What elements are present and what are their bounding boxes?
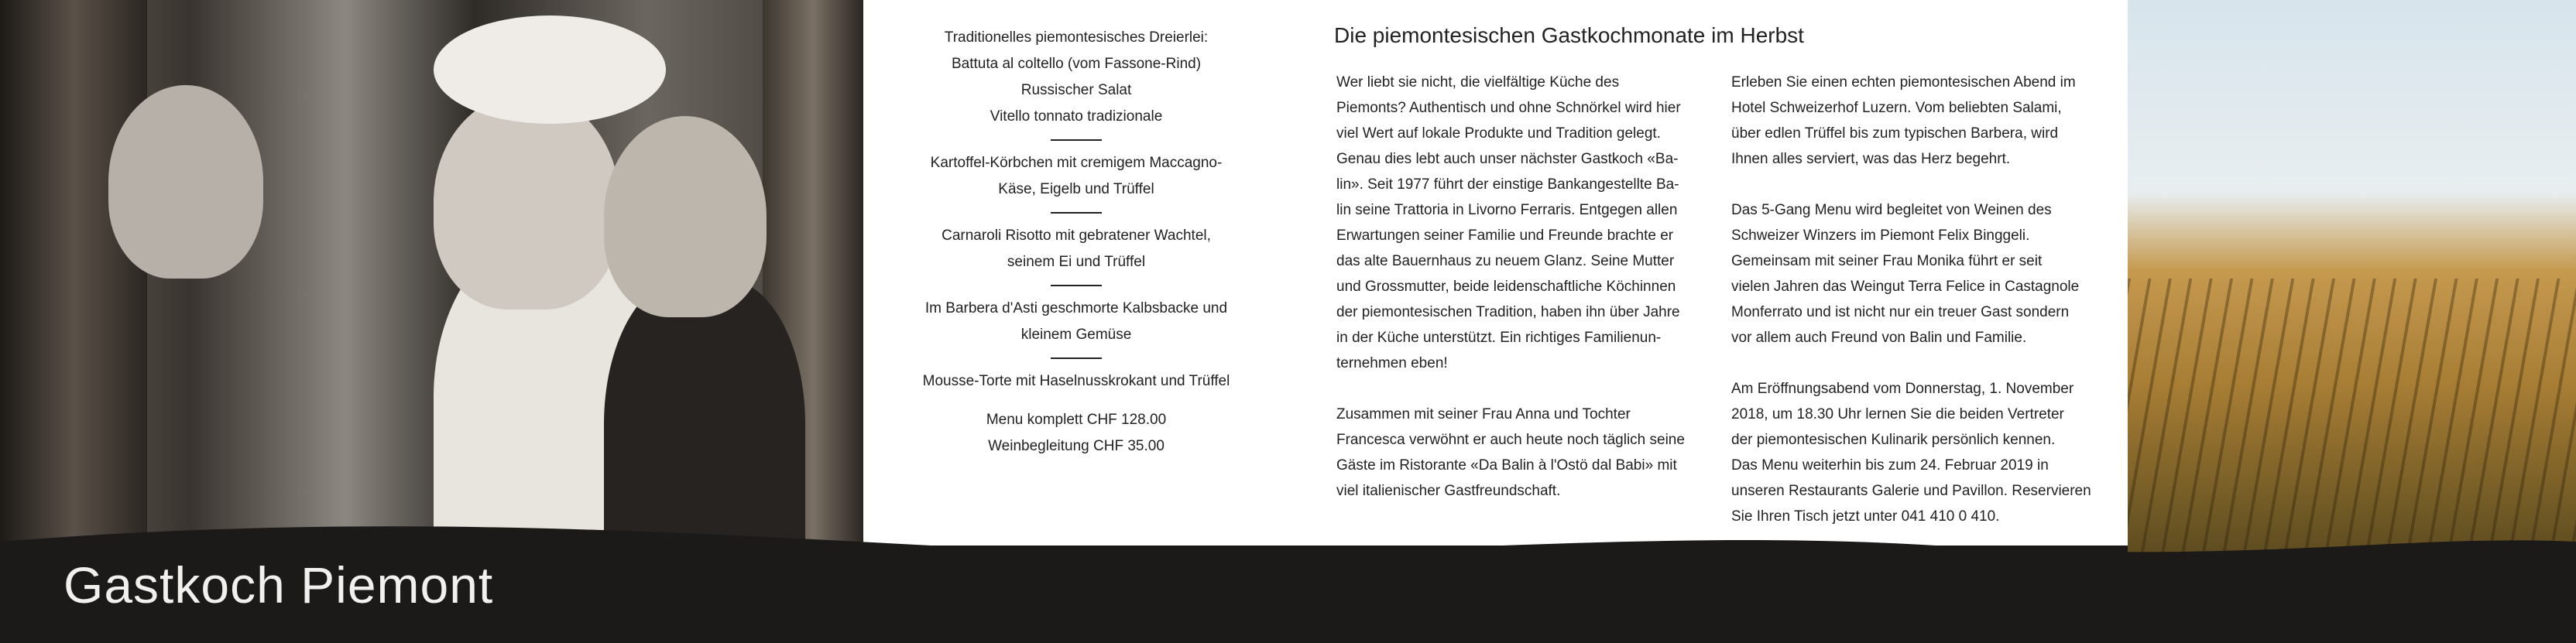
article-column-2 (1731, 70, 2122, 529)
banner-title: Gastkoch Piemont (63, 556, 494, 614)
chef-face (434, 93, 619, 310)
menu-separator (1051, 212, 1102, 214)
menu-dish: Mousse-Torte mit Haselnusskrokant und Trüffel (922, 373, 1230, 389)
menu-dish: Traditionelles piemontesisches Dreierlei: Battuta al coltello (vom Fassone-Rind) Russischer Salat Vitello tonnato tradizionale (944, 29, 1209, 125)
article-column-1 (1336, 70, 1716, 504)
article-heading: Die piemontesischen Gastkochmonate im Herbst (1334, 23, 1804, 47)
woman-left-face (108, 85, 263, 279)
chef-hat (434, 15, 666, 124)
menu-dish: Carnaroli Risotto mit gebratener Wachtel, seinem Ei und Trüffel (942, 227, 1211, 270)
woman-right-face (604, 116, 767, 317)
menu-separator (1051, 285, 1102, 286)
wine-price: Weinbegleitung CHF 35.00 (988, 438, 1165, 454)
menu-separator (1051, 357, 1102, 359)
article-paragraph: Das 5-Gang Menu wird begleitet von Weinen des Schweizer Winzers im Piemont Felix Binggeli. Gemeinsam mit seiner Frau Monika führt er seit vielen Jahren das Weingut Terra Felice in Castagnole Monferrato und ist nicht nur ein treuer Gast sondern vor allem auch Freund von Balin und Familie. (1731, 202, 2080, 346)
menu-list (875, 25, 1278, 460)
menu-dish: Kartoffel-Körbchen mit cremigem Maccagno- Käse, Eigelb und Trüffel (930, 155, 1223, 197)
article-paragraph: Am Eröffnungsabend vom Donnerstag, 1. November 2018, um 18.30 Uhr lernen Sie die beiden Vertreter der piemontesischen Kulinarik persönlich kennen. Das Menu weiterhin bis zum 24. Februar 2019 in unseren Restaurants Galerie und Pavillon. Reservieren Sie Ihren Tisch jetzt unter 041 410 0 410. (1731, 381, 2091, 525)
article-paragraph: Zusammen mit seiner Frau Anna und Tochter Francesca verwöhnt er auch heute noch täglich seine Gäste im Ristorante «Da Balin à l'Ostö dal Babi» mit viel italienischer Gastfreundschaft. (1336, 406, 1685, 499)
menu-price: Menu komplett CHF 128.00 (986, 412, 1167, 428)
article-paragraph: Wer liebt sie nicht, die vielfältige Küche des Piemonts? Authentisch und ohne Schnörkel wird hier viel Wert auf lokale Produkte und Tradition gelegt. Genau dies lebt auch unser nächster Gastkoch «Ba- lin». Seit 1977 führt der einstige Bankangestellte Ba- lin seine Trattoria in Livorno Ferraris. Entgegen allen Erwartungen seiner Familie und Freunde brachte er das alte Bauernhaus zu neuem Glanz. Seine Mutter und Grossmutter, beide leidenschaftliche Köchinnen der piemontesischen Tradition, haben ihn über Jahre in der Küche unterstützt. Ein richtiges Familienun- ternehmen eben! (1336, 74, 1681, 371)
article-paragraph: Erleben Sie einen echten piemontesischen Abend im Hotel Schweizerhof Luzern. Vom beliebten Salami, über edlen Trüffel bis zum typischen Barbera, wird Ihnen alles serviert, was das Herz begehrt. (1731, 74, 2076, 167)
menu-dish: Im Barbera d'Asti geschmorte Kalbsbacke und kleinem Gemüse (924, 300, 1228, 343)
menu-separator (1051, 139, 1102, 141)
